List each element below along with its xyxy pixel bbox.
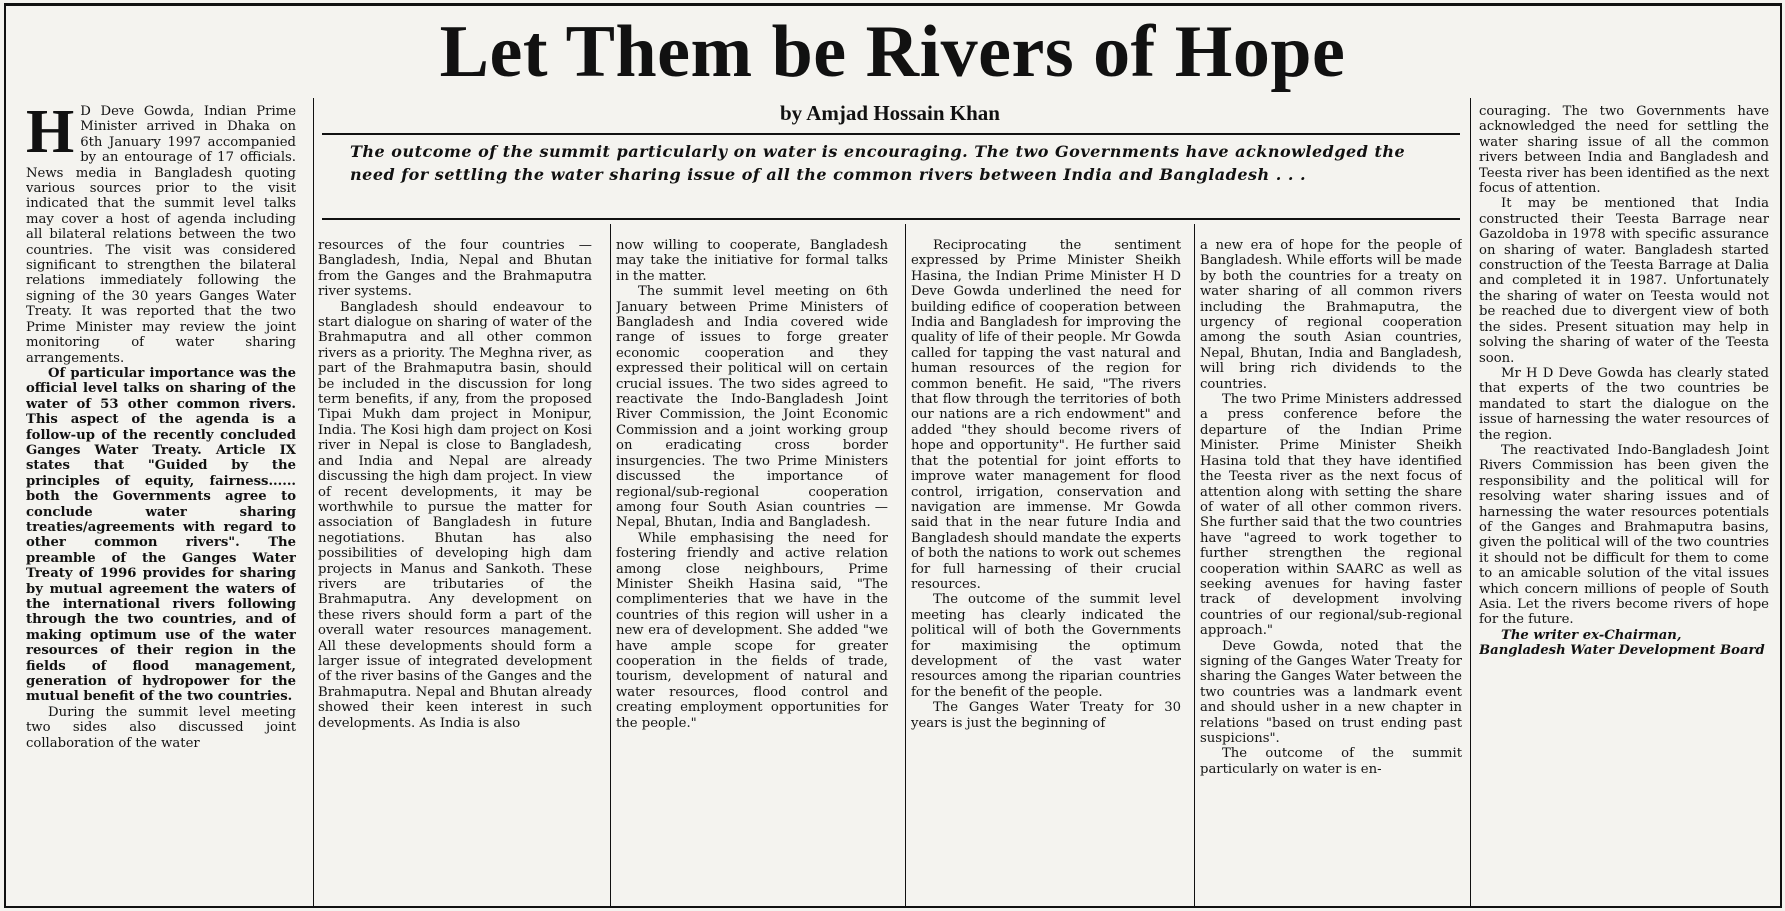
column-1 xyxy=(26,104,296,904)
column-rule xyxy=(610,224,611,906)
paragraph: Bangladesh should endeavour to start dialogue on sharing of water of the Brahmaputra and all other common rivers as a priority. The Meghna river, as part of the Brahmaputra basin, should be included in the discussion for long term benefits, if any, from the proposed Tipai Mukh dam project in Monipur, India. The Kosi high dam project on Kosi river in Nepal is close to Bangladesh, and India and Nepal are already discussing the high dam project. In view of recent developments, it may be worthwhile to pursue the matter for association of Bangladesh in future negotiations. Bhutan has also possibilities of developing high dam projects in Manus and Sankoth. These rivers are tributaries of the Brahmaputra. Any development on these rivers should form a part of the overall water resources management. All these developments should form a larger issue of integrated development of the river basins of the Ganges and the Brahmaputra. Nepal and Bhutan already showed their keen interest in such developments. As India is also xyxy=(318,299,592,731)
paragraph: Deve Gowda, noted that the signing of the Ganges Water Treaty for sharing the Ganges Water between the two countries was a landmark event and should usher in a new chapter in relations "based on trust ending past suspicions". xyxy=(1200,638,1462,746)
paragraph: While emphasising the need for fostering friendly and active relation among close neighbours, Prime Minister Sheikh Hasina said, "The complimenteries that we have in the countries of this region will usher in a new era of development. She added "we have ample scope for greater cooperation in the fields of trade, tourism, development of natural and water resources, flood control and creating employment opportunities for the people." xyxy=(616,530,888,731)
column-5 xyxy=(1200,238,1462,904)
paragraph: a new era of hope for the people of Bangladesh. While efforts will be made by both the countries for a treaty on water sharing of all common rivers including the Brahmaputra, the urgency of regional cooperation among the south Asian countries, Nepal, Bhutan, India and Bangladesh, will bring rich dividends to the countries. xyxy=(1200,238,1462,392)
paragraph: couraging. The two Governments have acknowledged the need for settling the water sharing issue of all the common rivers between India and Bangladesh and Teesta river has been identified as the next focus of attention. xyxy=(1479,104,1769,197)
headline: Let Them be Rivers of Hope xyxy=(439,11,1346,93)
left-border xyxy=(4,3,6,908)
standfirst-top-rule xyxy=(322,133,1460,135)
paragraph: During the summit level meeting two sides also discussed joint collaboration of the water xyxy=(26,704,296,751)
column-3 xyxy=(616,238,888,904)
paragraph: It may be mentioned that India constructed their Teesta Barrage near Gazoldoba in 1978 with specific assurance on sharing of water. Bangladesh started construction of the Teesta Barrage at Dalia and completed it in 1987. Unfortunately the sharing of water on Teesta would not be reached due to divergent view of both the sides. Present situation may help in solving the sharing of water of the Teesta soon. xyxy=(1479,196,1769,366)
paragraph: now willing to cooperate, Bangladesh may take the initiative for formal talks in the matter. xyxy=(616,238,888,284)
column-rule xyxy=(1470,98,1471,906)
column-rule xyxy=(313,98,314,906)
paragraph: Reciprocating the sentiment expressed by Prime Minister Sheikh Hasina, the Indian Prime Minister H D Deve Gowda underlined the need for building edifice of cooperation between India and Bangladesh for improving the quality of life of their people. Mr Gowda called for tapping the vast natural and human resources of the region for common benefit. He said, "The rivers that flow through the territories of both our nations are a rich endowment" and added "they should become rivers of hope and opportunity". He further said that the potential for joint efforts to improve water management for flood control, irrigation, conservation and navigation are immense. Mr Gowda said that in the near future India and Bangladesh should mandate the experts of both the nations to work out schemes for full harnessing of their crucial resources. xyxy=(911,238,1181,592)
paragraph: Mr H D Deve Gowda has clearly stated that experts of the two countries be mandated to start the dialogue on the issue of harnessing the water resources of the region. xyxy=(1479,365,1769,443)
paragraph: The outcome of the summit level meeting has clearly indicated the political will of both the Governments for maximising the optimum development of the vast water resources among the riparian countries for the benefit of the people. xyxy=(911,592,1181,700)
column-2 xyxy=(318,238,592,904)
author-credit: The writer ex-Chairman, Bangladesh Water Development Board xyxy=(1479,627,1765,659)
standfirst-bottom-rule xyxy=(322,218,1460,220)
paragraph: The outcome of the summit particularly on water is en- xyxy=(1200,746,1462,777)
standfirst: The outcome of the summit particularly on water is encouraging. The two Governments have acknowledged the need for settling the water sharing issue of all the common rivers between India and Bangladesh . . . xyxy=(350,142,1406,184)
paragraph: The two Prime Ministers addressed a press conference before the departure of the Indian Prime Minister. Prime Minister Sheikh Hasina told that they have identified the Teesta river as the next focus of attention along with setting the share of water of all other common rivers. She further said that the two countries have "agreed to work together to further strengthen the regional cooperation within SAARC as well as seeking avenues for having faster track of development involving countries of our regional/sub-regional approach." xyxy=(1200,392,1462,639)
column-4 xyxy=(911,238,1181,904)
paragraph: resources of the four countries — Bangladesh, India, Nepal and Bhutan from the Ganges and the Brahmaputra river systems. xyxy=(318,238,592,300)
byline: by Amjad Hossain Khan xyxy=(780,101,1000,125)
bottom-border xyxy=(4,906,1782,908)
column-6 xyxy=(1479,104,1769,904)
column-rule xyxy=(905,224,906,906)
right-border xyxy=(1780,3,1782,908)
paragraph: D Deve Gowda, Indian Prime Minister arrived in Dhaka on 6th January 1997 accompanied by an entourage of 17 officials. News media in Bangladesh quoting various sources prior to the visit indicated that the summit level talks may cover a host of agenda including all bilateral relations between the two countries. The visit was considered significant to strengthen the bilateral relations immediately following the signing of the 30 years Ganges Water Treaty. It was reported that the two Prime Minister may review the joint monitoring of water sharing arrangements. xyxy=(26,104,296,366)
paragraph: The reactivated Indo-Bangladesh Joint Rivers Commission has been given the responsibility and the political will for resolving water sharing issues and of harnessing the water resources potentials of the Ganges and Brahmaputra basins, given the political will of the two countries it should not be difficult for them to come to an amicable solution of the vital issues which concern millions of people of South Asia. Let the rivers become rivers of hope for the future. xyxy=(1479,442,1769,628)
paragraph: The Ganges Water Treaty for 30 years is just the beginning of xyxy=(911,700,1181,731)
paragraph: The summit level meeting on 6th January between Prime Ministers of Bangladesh and India covered wide range of issues to forge greater economic cooperation and they expressed their political will on certain crucial issues. The two sides agreed to reactivate the Indo-Bangladesh Joint River Commission, the Joint Economic Commission and a joint working group on eradicating cross border insurgencies. The two Prime Ministers discussed the importance of regional/sub-regional cooperation among four South Asian countries — Nepal, Bhutan, India and Bangladesh. xyxy=(616,284,888,531)
paragraph: Of particular importance was the official level talks on sharing of the water of 53 other common rivers. This aspect of the agenda is a follow-up of the recently concluded Ganges Water Treaty. Article IX states that "Guided by the principles of equity, fairness...... both the Governments agree to conclude water sharing treaties/agreements with regard to other common rivers". The preamble of the Ganges Water Treaty of 1996 provides for sharing by mutual agreement the waters of the international rivers following through the two countries, and of making optimum use of the water resources of their region in the fields of flood management, generation of hydropower for the mutual benefit of the two countries. xyxy=(26,365,296,705)
column-rule xyxy=(1194,224,1195,906)
drop-cap: H xyxy=(26,104,75,166)
